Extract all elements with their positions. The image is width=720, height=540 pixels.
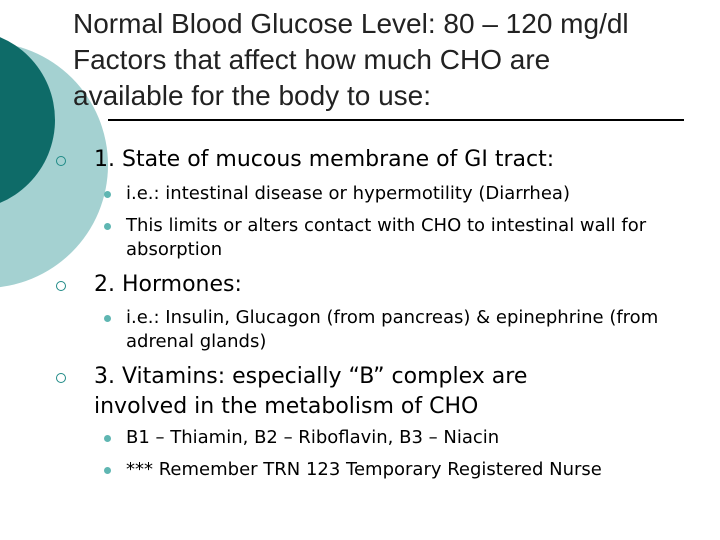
hollow-circle-bullet-icon [56,373,66,383]
sub-bullet-text: i.e.: Insulin, Glucagon (from pancreas) & epinephrine (from adrenal glands) [126,307,659,352]
bullet-text: 2. Hormones: [94,272,242,297]
dot-bullet-icon [104,467,111,474]
sub-bullet-text: *** Remember TRN 123 Temporary Registered Nurse [126,459,602,480]
title-line-2: Factors that affect how much CHO are [73,44,551,75]
title-line-1: Normal Blood Glucose Level: 80 – 120 mg/dl [73,8,629,39]
dot-bullet-icon [104,315,111,322]
sub-bullet-text: B1 – Thiamin, B2 – Riboflavin, B3 – Niacin [126,427,500,448]
dot-bullet-icon [104,223,111,230]
dot-bullet-icon [104,191,111,198]
hollow-circle-bullet-icon [56,156,66,166]
sub-bullet-text: i.e.: intestinal disease or hypermotility (Diarrhea) [126,183,570,204]
title-underline [108,119,684,121]
slide-title [73,6,713,114]
sub-bullet-text: This limits or alters contact with CHO to intestinal wall for absorption [126,215,647,260]
dot-bullet-icon [104,435,111,442]
bullet-text: 1. State of mucous membrane of GI tract: [94,147,555,172]
title-line-3: available for the body to use: [73,80,432,111]
bullet-text: 3. Vitamins: especially “B” complex are involved in the metabolism of CHO [94,364,528,419]
hollow-circle-bullet-icon [56,281,66,291]
